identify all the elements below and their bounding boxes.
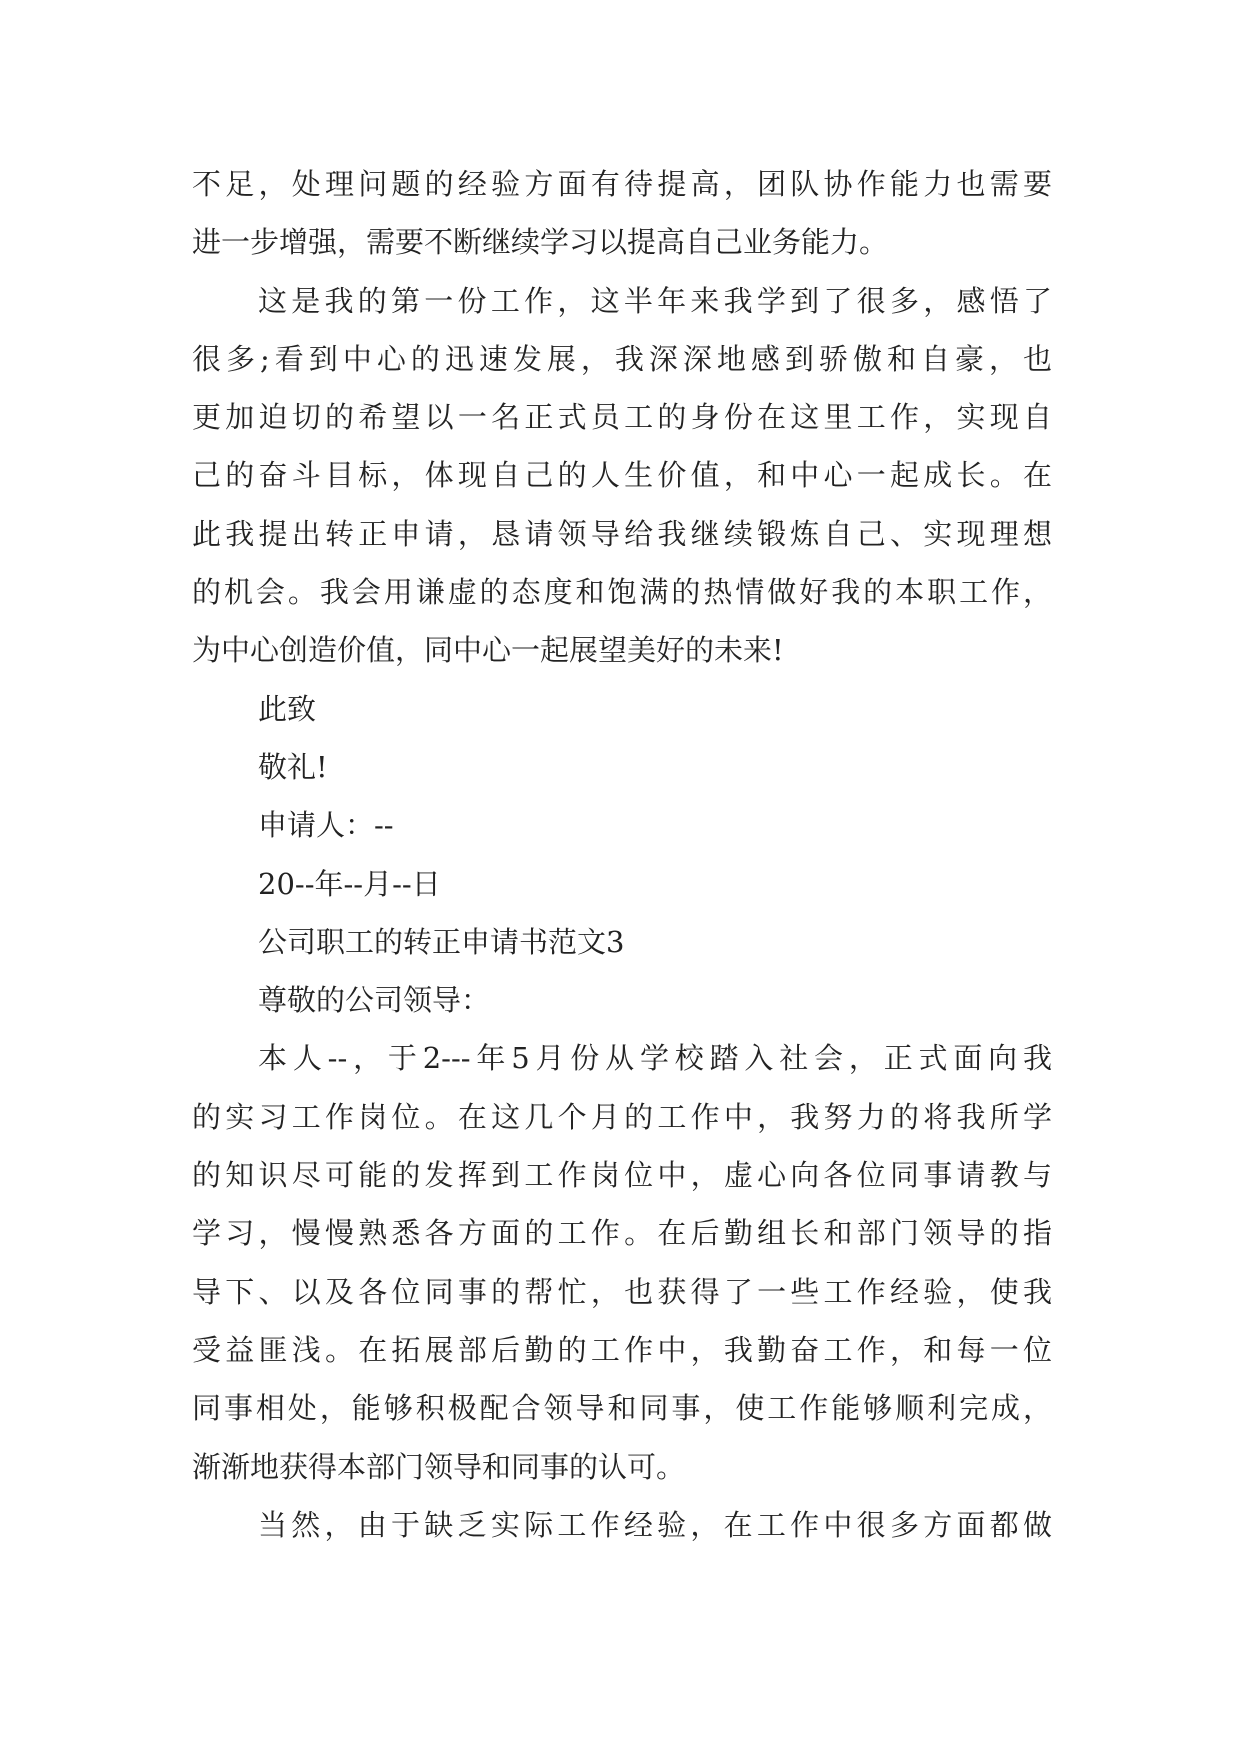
text-line: 的知识尽可能的发挥到工作岗位中，虚心向各位同事请教与 [192,1158,1052,1193]
paragraph-first-line: 本人--，于2---年5月份从学校踏入社会，正式面向我 [258,1041,1052,1076]
text-line: 的实习工作岗位。在这几个月的工作中，我努力的将我所学 [192,1099,1052,1134]
text-line: 渐渐地获得本部门领导和同事的认可。 [192,1449,686,1484]
text-line: 此我提出转正申请，恳请领导给我继续锻炼自己、实现理想 [192,516,1052,551]
text-line: 进一步增强，需要不断继续学习以提高自己业务能力。 [192,225,889,260]
paragraph-first-line: 这是我的第一份工作，这半年来我学到了很多，感悟了 [258,283,1052,318]
letter-greeting: 尊敬的公司领导： [258,983,491,1018]
signature-date: 20--年--月--日 [258,866,441,901]
closing-regards: 敬礼! [258,749,328,784]
applicant-signature: 申请人：-- [258,808,394,843]
document-body [192,155,1052,1554]
text-line: 受益匪浅。在拓展部后勤的工作中，我勤奋工作，和每一位 [192,1332,1052,1367]
text-line: 己的奋斗目标，体现自己的人生价值，和中心一起成长。在 [192,458,1052,493]
closing-salutation: 此致 [258,691,317,726]
text-line: 很多;看到中心的迅速发展，我深深地感到骄傲和自豪，也 [192,341,1052,376]
text-line: 导下、以及各位同事的帮忙，也获得了一些工作经验，使我 [192,1274,1052,1309]
text-line: 的机会。我会用谦虚的态度和饱满的热情做好我的本职工作， [192,575,1052,610]
text-line: 为中心创造价值，同中心一起展望美好的未来! [192,633,784,668]
section-title: 公司职工的转正申请书范文3 [258,924,625,959]
text-line: 不足，处理问题的经验方面有待提高，团队协作能力也需要 [192,167,1052,201]
text-line: 更加迫切的希望以一名正式员工的身份在这里工作，实现自 [192,400,1052,435]
paragraph-first-line: 当然，由于缺乏实际工作经验，在工作中很多方面都做 [258,1507,1052,1542]
text-line: 同事相处，能够积极配合领导和同事，使工作能够顺利完成， [192,1391,1052,1426]
text-line: 学习，慢慢熟悉各方面的工作。在后勤组长和部门领导的指 [192,1216,1052,1251]
